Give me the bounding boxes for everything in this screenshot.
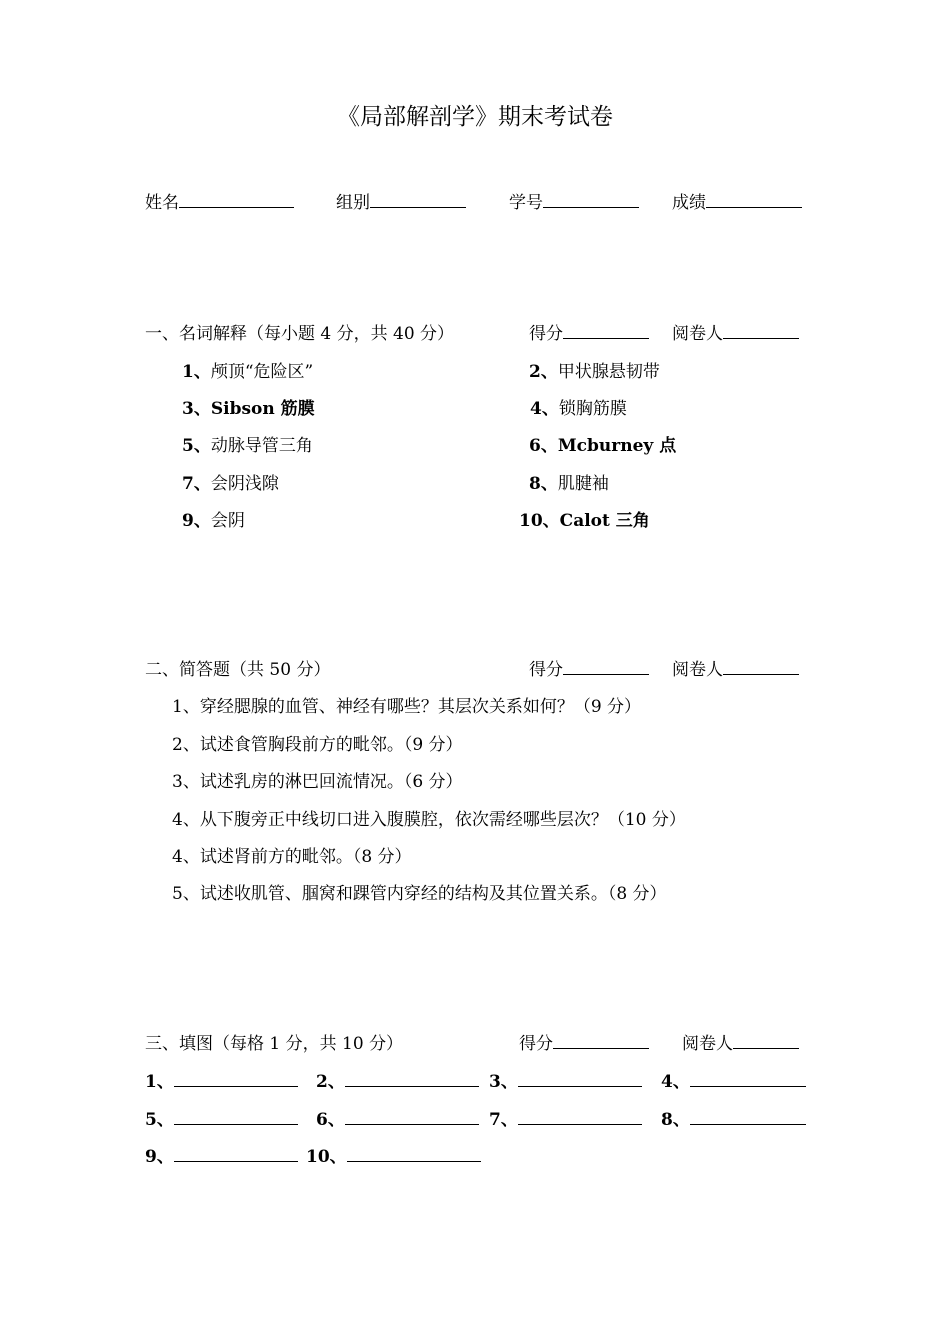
term-text: 会阴 bbox=[210, 511, 245, 531]
section3-grader-label: 阅卷人 bbox=[682, 1034, 733, 1054]
section2-grader-field[interactable] bbox=[672, 655, 799, 680]
term-text: 甲状腺悬韧带 bbox=[557, 362, 660, 382]
section3-grader-field[interactable] bbox=[682, 1029, 799, 1054]
term-item bbox=[182, 357, 313, 382]
section1-grader-label: 阅卷人 bbox=[672, 324, 723, 344]
term-text: Sibson 筋膜 bbox=[210, 399, 315, 419]
section3-grader-blank[interactable] bbox=[733, 1032, 799, 1049]
name-blank[interactable] bbox=[179, 191, 294, 208]
question-item: 4、试述肾前方的毗邻。（8 分） bbox=[172, 847, 412, 867]
term-item bbox=[182, 431, 313, 456]
name-label: 姓名 bbox=[145, 193, 179, 213]
term-num: 6、 bbox=[529, 436, 558, 456]
group-label: 组别 bbox=[336, 193, 370, 213]
fill-blank[interactable] bbox=[316, 1067, 479, 1092]
term-num: 2、 bbox=[529, 362, 558, 382]
exam-title: 《局部解剖学》期末考试卷 bbox=[337, 104, 613, 130]
question-item: 3、试述乳房的淋巴回流情况。（6 分） bbox=[172, 772, 463, 792]
section2-heading: 二、简答题（共 50 分） bbox=[145, 660, 331, 680]
fill-blank[interactable] bbox=[145, 1142, 298, 1167]
term-item bbox=[519, 506, 650, 531]
fill-blank[interactable] bbox=[145, 1067, 298, 1092]
fill-blank-num: 7、 bbox=[489, 1110, 518, 1130]
section1-score-field[interactable] bbox=[529, 319, 649, 344]
section2-grader-label: 阅卷人 bbox=[672, 660, 723, 680]
section3-score-label: 得分 bbox=[519, 1034, 553, 1054]
fill-blank-num: 5、 bbox=[145, 1110, 174, 1130]
student-id-blank[interactable] bbox=[543, 191, 639, 208]
fill-blank-line[interactable] bbox=[690, 1070, 806, 1087]
fill-blank-line[interactable] bbox=[518, 1108, 642, 1125]
term-num: 8、 bbox=[529, 474, 558, 494]
section3-score-blank[interactable] bbox=[553, 1032, 649, 1049]
fill-blank-line[interactable] bbox=[174, 1145, 298, 1162]
total-score-field[interactable] bbox=[672, 188, 802, 213]
student-id-label: 学号 bbox=[509, 193, 543, 213]
fill-blank-num: 8、 bbox=[661, 1110, 690, 1130]
section2-score-field[interactable] bbox=[529, 655, 649, 680]
fill-blank-num: 9、 bbox=[145, 1147, 174, 1167]
term-text: 肌腱袖 bbox=[557, 474, 609, 494]
term-item bbox=[182, 469, 279, 494]
term-num: 10、 bbox=[519, 511, 560, 531]
question-item: 5、试述收肌管、腘窝和踝管内穿经的结构及其位置关系。（8 分） bbox=[172, 884, 667, 904]
term-num: 1、 bbox=[182, 362, 211, 382]
term-item bbox=[182, 394, 315, 419]
fill-blank[interactable] bbox=[489, 1067, 642, 1092]
group-field[interactable] bbox=[336, 188, 466, 213]
fill-blank[interactable] bbox=[661, 1105, 806, 1130]
fill-blank-num: 4、 bbox=[661, 1072, 690, 1092]
fill-blank-line[interactable] bbox=[690, 1108, 806, 1125]
fill-blank[interactable] bbox=[489, 1105, 642, 1130]
term-num: 9、 bbox=[182, 511, 211, 531]
section2-score-label: 得分 bbox=[529, 660, 563, 680]
term-text: 颅顶“危险区” bbox=[210, 362, 314, 382]
name-field[interactable] bbox=[145, 188, 294, 213]
term-item bbox=[529, 469, 609, 494]
term-item bbox=[182, 506, 245, 531]
fill-blank-num: 6、 bbox=[316, 1110, 345, 1130]
section3-heading: 三、填图（每格 1 分，共 10 分） bbox=[145, 1034, 404, 1054]
term-text: 动脉导管三角 bbox=[210, 436, 313, 456]
fill-blank[interactable] bbox=[145, 1105, 298, 1130]
term-num: 3、 bbox=[182, 399, 211, 419]
question-item: 4、从下腹旁正中线切口进入腹膜腔，依次需经哪些层次？（10 分） bbox=[172, 810, 686, 830]
fill-blank[interactable] bbox=[306, 1142, 481, 1167]
fill-blank-line[interactable] bbox=[174, 1108, 298, 1125]
section2-score-blank[interactable] bbox=[563, 658, 649, 675]
section1-score-blank[interactable] bbox=[563, 322, 649, 339]
term-item bbox=[529, 431, 676, 456]
total-score-label: 成绩 bbox=[672, 193, 706, 213]
fill-blank-num: 1、 bbox=[145, 1072, 174, 1092]
section1-grader-field[interactable] bbox=[672, 319, 799, 344]
section1-score-label: 得分 bbox=[529, 324, 563, 344]
question-item: 2、试述食管胸段前方的毗邻。（9 分） bbox=[172, 735, 463, 755]
term-num: 7、 bbox=[182, 474, 211, 494]
student-id-field[interactable] bbox=[509, 188, 639, 213]
term-item bbox=[530, 394, 627, 419]
question-item: 1、穿经腮腺的血管、神经有哪些？其层次关系如何？（9 分） bbox=[172, 697, 642, 717]
section1-heading: 一、名词解释（每小题 4 分，共 40 分） bbox=[145, 324, 455, 344]
fill-blank-num: 2、 bbox=[316, 1072, 345, 1092]
fill-blank-num: 3、 bbox=[489, 1072, 518, 1092]
fill-blank[interactable] bbox=[661, 1067, 806, 1092]
fill-blank-line[interactable] bbox=[174, 1070, 298, 1087]
fill-blank-line[interactable] bbox=[347, 1145, 481, 1162]
term-text: 锁胸筋膜 bbox=[558, 399, 627, 419]
fill-blank-num: 10、 bbox=[306, 1147, 347, 1167]
term-text: 会阴浅隙 bbox=[210, 474, 279, 494]
term-text: Mcburney 点 bbox=[557, 436, 677, 456]
total-score-blank[interactable] bbox=[706, 191, 802, 208]
section3-score-field[interactable] bbox=[519, 1029, 649, 1054]
term-text: Calot 三角 bbox=[559, 511, 650, 531]
section2-grader-blank[interactable] bbox=[723, 658, 799, 675]
section1-grader-blank[interactable] bbox=[723, 322, 799, 339]
fill-blank-line[interactable] bbox=[518, 1070, 642, 1087]
term-item bbox=[529, 357, 660, 382]
fill-blank-line[interactable] bbox=[345, 1108, 479, 1125]
fill-blank[interactable] bbox=[316, 1105, 479, 1130]
fill-blank-line[interactable] bbox=[345, 1070, 479, 1087]
term-num: 5、 bbox=[182, 436, 211, 456]
group-blank[interactable] bbox=[370, 191, 466, 208]
term-num: 4、 bbox=[530, 399, 559, 419]
